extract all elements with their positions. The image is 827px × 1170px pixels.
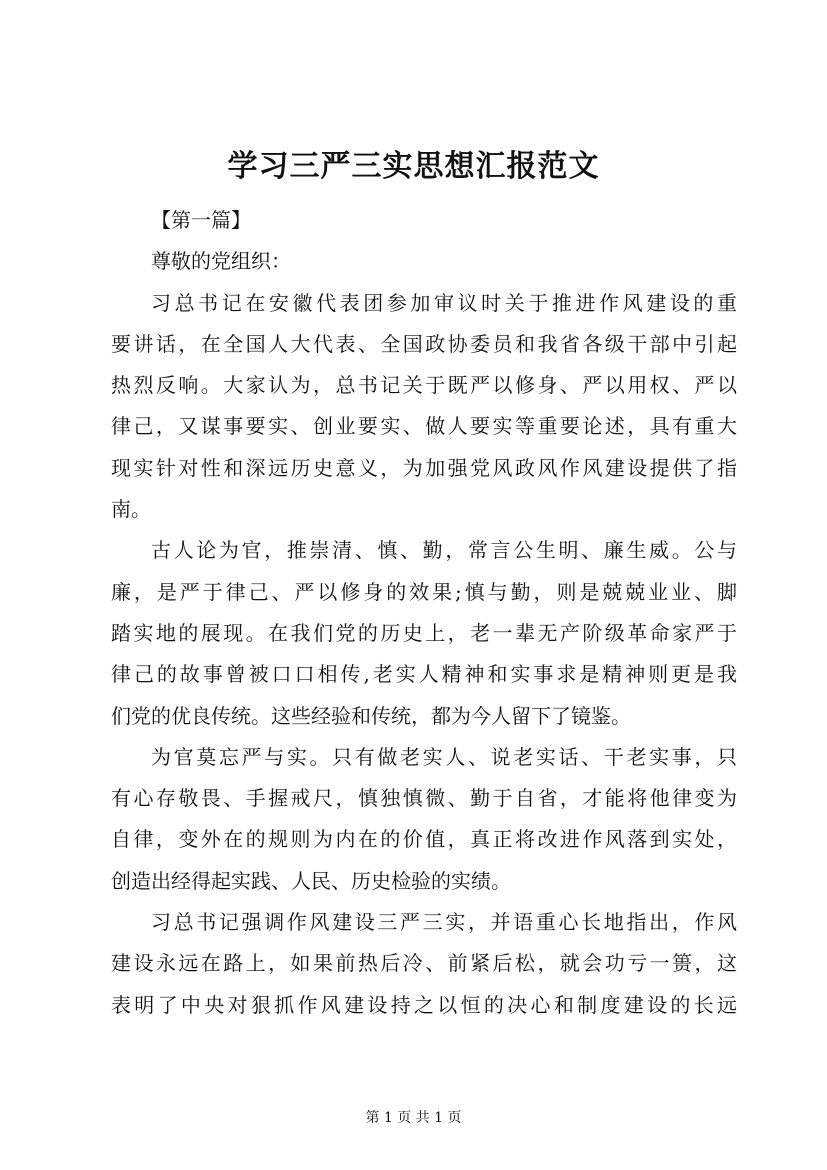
text-line: 们党的优良传统。这些经验和传统，都为今人留下了镜鉴。 — [111, 703, 631, 728]
document-title: 学习三严三实思想汇报范文 — [227, 149, 600, 184]
text-line: 热烈反响。大家认为，总书记关于既严以修身、严以用权、严以 — [111, 373, 737, 398]
page-footer: 第 1 页 共 1 页 — [365, 1110, 462, 1126]
text-line: 现实针对性和深远历史意义，为加强党风政风作风建设提供了指 — [111, 455, 737, 480]
text-line: 律己的故事曾被口口相传,老实人精神和实事求是精神则更是我 — [111, 662, 737, 687]
text-line: 廉，是严于律己、严以修身的效果;慎与勤，则是兢兢业业、脚 — [111, 579, 737, 604]
text-line: 自律，变外在的规则为内在的价值，真正将改进作风落到实处， — [111, 827, 737, 852]
text-line: 习总书记强调作风建设三严三实，并语重心长地指出，作风 — [151, 910, 737, 935]
text-line: 创造出经得起实践、人民、历史检验的实绩。 — [111, 868, 511, 893]
text-line: 尊敬的党组织： — [151, 249, 291, 274]
text-line: 古人论为官，推崇清、慎、勤，常言公生明、廉生威。公与 — [151, 538, 737, 563]
text-line: 为官莫忘严与实。只有做老实人、说老实话、干老实事，只 — [151, 744, 737, 769]
paragraph-lines — [111, 241, 737, 1026]
text-line: 表明了中央对狠抓作风建设持之以恒的决心和制度建设的长远 — [111, 992, 737, 1017]
text-line: 要讲话，在全国人大代表、全国政协委员和我省各级干部中引起 — [111, 331, 737, 356]
section-label: 【第一篇】 — [151, 208, 251, 232]
text-line: 有心存敬畏、手握戒尺，慎独慎微、勤于自省，才能将他律变为 — [111, 786, 737, 811]
text-line: 南。 — [111, 497, 151, 522]
text-line: 习总书记在安徽代表团参加审议时关于推进作风建设的重 — [151, 290, 737, 315]
text-line: 律己，又谋事要实、创业要实、做人要实等重要论述，具有重大 — [111, 414, 737, 439]
text-line: 建设永远在路上，如果前热后冷、前紧后松，就会功亏一篑，这 — [111, 951, 737, 976]
text-line: 踏实地的展现。在我们党的历史上，老一辈无产阶级革命家严于 — [111, 620, 737, 645]
document-body — [111, 200, 737, 1026]
